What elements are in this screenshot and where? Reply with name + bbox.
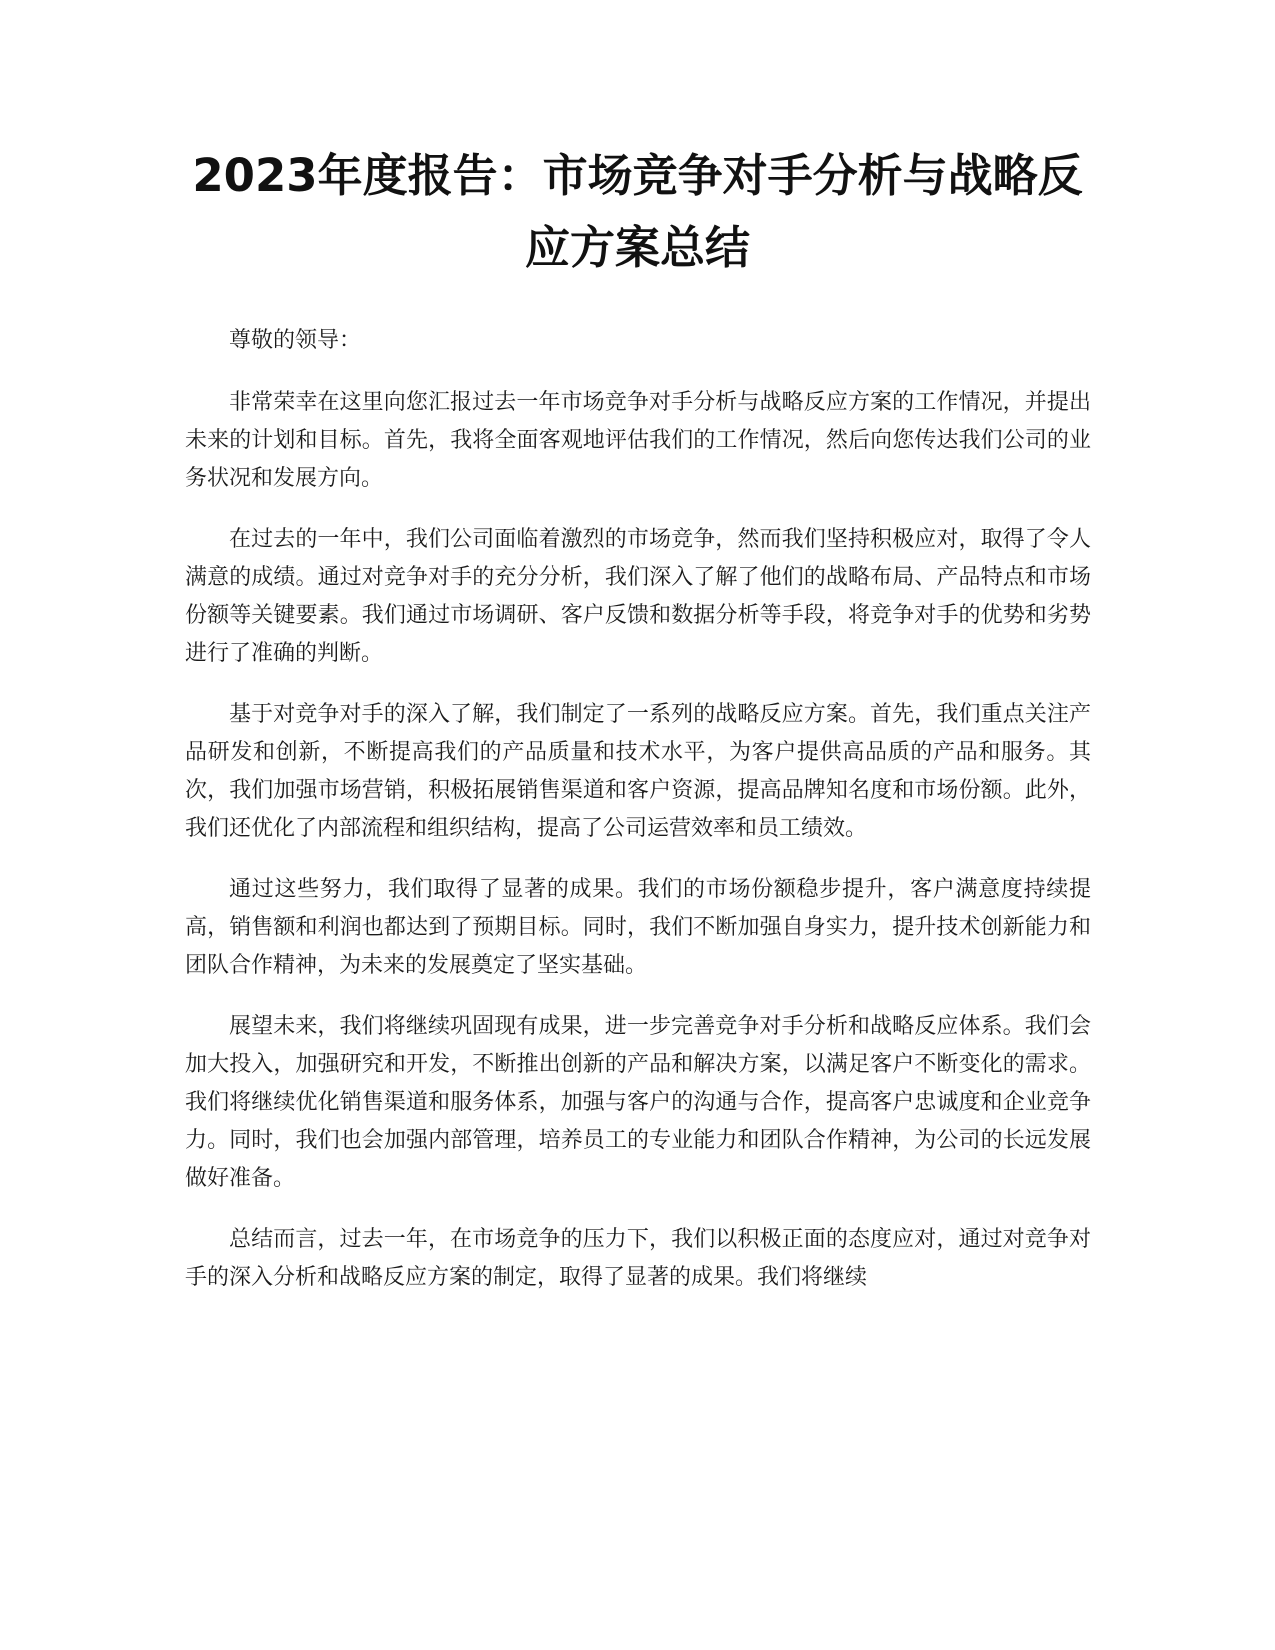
paragraph-6: 总结而言，过去一年，在市场竞争的压力下，我们以积极正面的态度应对，通过对竞争对手的深入分析和战略反应方案的制定，取得了显著的成果。我们将继续 <box>185 1227 1091 1290</box>
document-body <box>185 322 1091 1320</box>
paragraph-3: 基于对竞争对手的深入了解，我们制定了一系列的战略反应方案。首先，我们重点关注产品研发和创新，不断提高我们的产品质量和技术水平，为客户提供高品质的产品和服务。其次，我们加强市场营销，积极拓展销售渠道和客户资源，提高品牌知名度和市场份额。此外，我们还优化了内部流程和组织结构，提高了公司运营效率和员工绩效。 <box>185 702 1091 841</box>
document-title-line-2: 应方案总结 <box>524 221 750 274</box>
paragraph-2: 在过去的一年中，我们公司面临着激烈的市场竞争，然而我们坚持积极应对，取得了令人满意的成绩。通过对竞争对手的充分分析，我们深入了解了他们的战略布局、产品特点和市场份额等关键要素。我们通过市场调研、客户反馈和数据分析等手段，将竞争对手的优势和劣势进行了准确的判断。 <box>185 527 1091 666</box>
paragraph-1: 非常荣幸在这里向您汇报过去一年市场竞争对手分析与战略反应方案的工作情况，并提出未来的计划和目标。首先，我将全面客观地评估我们的工作情况，然后向您传达我们公司的业务状况和发展方向。 <box>185 390 1091 491</box>
salutation: 尊敬的领导： <box>229 328 362 353</box>
document-title-line-1: 2023年度报告：市场竞争对手分析与战略反 <box>192 149 1083 202</box>
paragraph-5: 展望未来，我们将继续巩固现有成果，进一步完善竞争对手分析和战略反应体系。我们会加大投入，加强研究和开发，不断推出创新的产品和解决方案，以满足客户不断变化的需求。我们将继续优化销售渠道和服务体系，加强与客户的沟通与合作，提高客户忠诚度和企业竞争力。同时，我们也会加强内部管理，培养员工的专业能力和团队合作精神，为公司的长远发展做好准备。 <box>185 1014 1091 1191</box>
paragraph-4: 通过这些努力，我们取得了显著的成果。我们的市场份额稳步提升，客户满意度持续提高，销售额和利润也都达到了预期目标。同时，我们不断加强自身实力，提升技术创新能力和团队合作精神，为未来的发展奠定了坚实基础。 <box>185 877 1091 978</box>
document-title <box>150 140 1125 284</box>
